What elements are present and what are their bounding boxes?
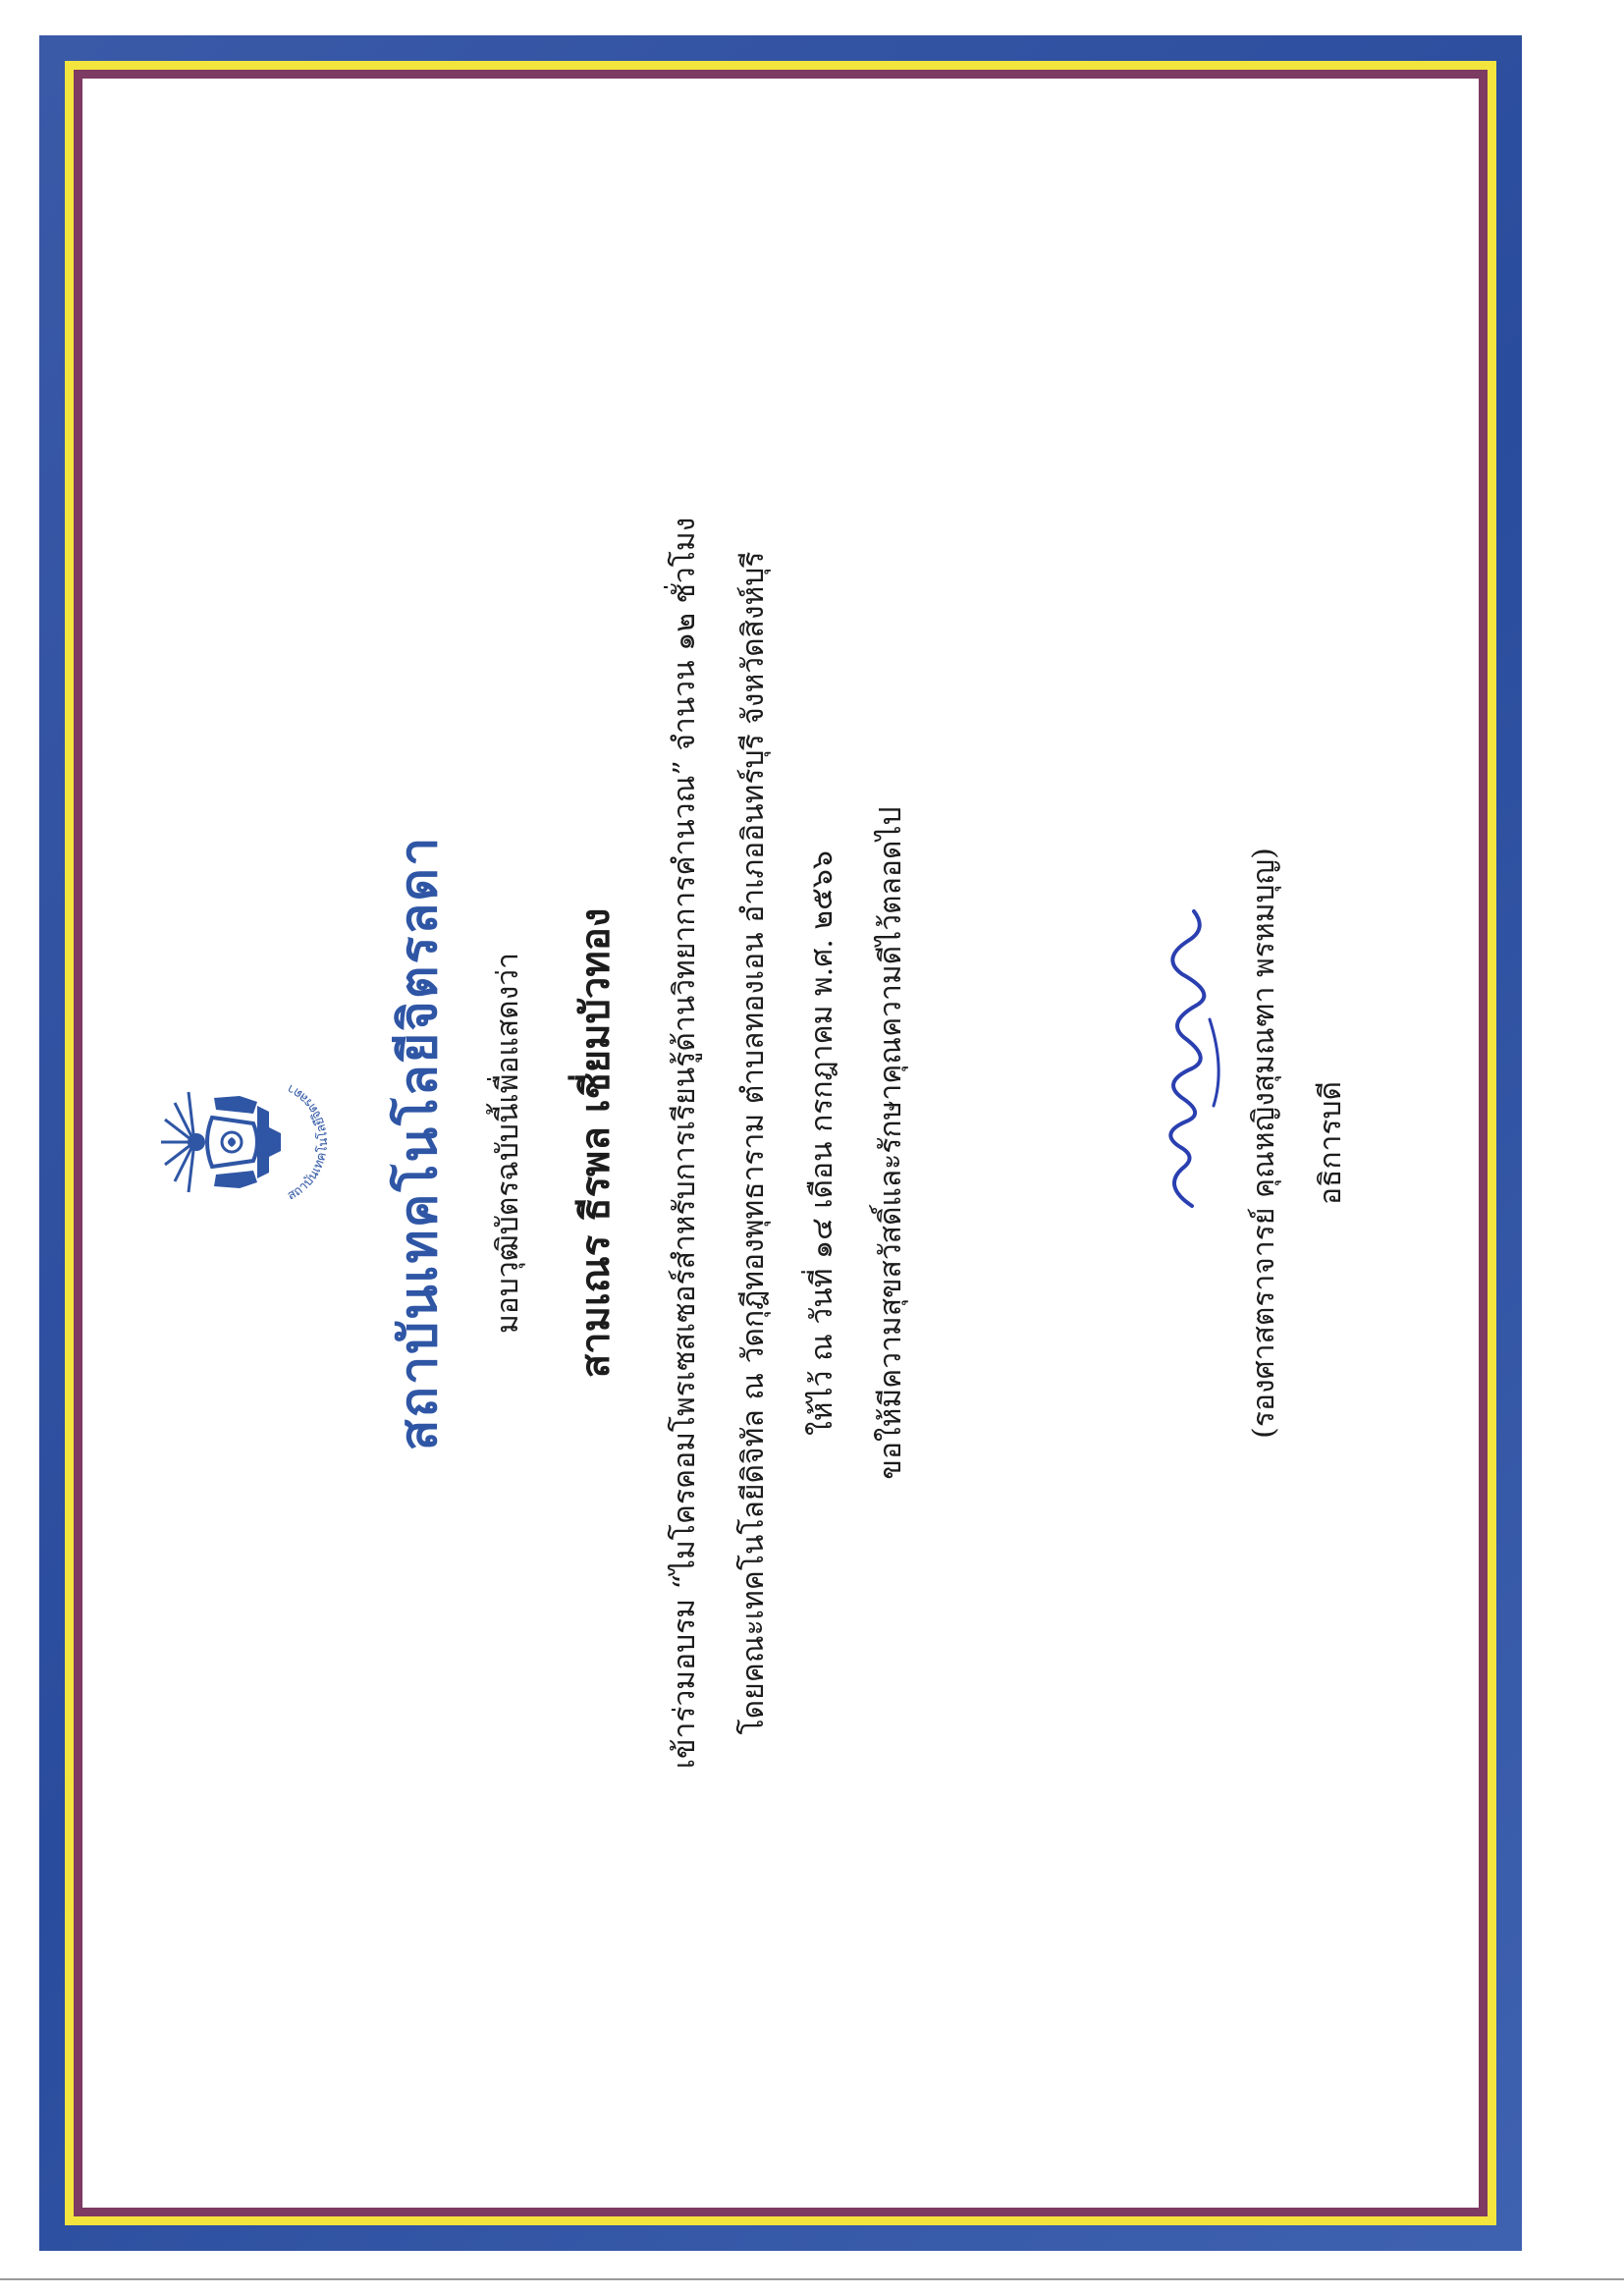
blessing-line: ขอให้มีความสุขสวัสดิ์และรักษาคุณความดีไว้ตลอดไป — [874, 806, 908, 1480]
body-line-2: โดยคณะเทคโนโลยีดิจิทัล ณ วัดกุฎีทองพุทธาราม ตำบลทองเอน อำเภออินทร์บุรี จังหวัดสิงห์บุรี — [736, 551, 771, 1735]
signatory-name: (รองศาสตราจารย์ คุณหญิงสุมณฑา พรหมบุญ) — [1247, 847, 1281, 1439]
signatory-title: อธิการบดี — [1314, 1081, 1348, 1205]
certificate-subtitle: มอบวุฒิบัตรฉบับนี้เพื่อแสดงว่า — [491, 953, 525, 1334]
scan-edge-line — [0, 2278, 1624, 2280]
recipient-name: สามเณร ธีรพล เชี่ยมบัวทอง — [573, 907, 619, 1379]
institution-title: สถาบันเทคโนโลยีจิตรลดา — [390, 835, 449, 1451]
svg-text:สถาบันเทคโนโลยีจิตรลดา — [285, 1080, 331, 1203]
certificate-content — [82, 79, 1479, 2208]
emblem-icon — [155, 1059, 352, 1226]
body-line-1: เข้าร่วมอบรม “ไมโครคอมโพรเซสเซอร์สำหรับการเรียนรู้ด้านวิทยาการคำนวณ” จำนวน ๑๒ ชั่วโมง — [668, 517, 702, 1770]
emblem-text: สถาบันเทคโนโลยีจิตรลดา — [285, 1080, 332, 1204]
signature-mark — [1153, 902, 1241, 1216]
date-line: ให้ไว้ ณ วันที่ ๑๔ เดือน กรกฎาคม พ.ศ. ๒๕๖๖ — [805, 850, 839, 1436]
